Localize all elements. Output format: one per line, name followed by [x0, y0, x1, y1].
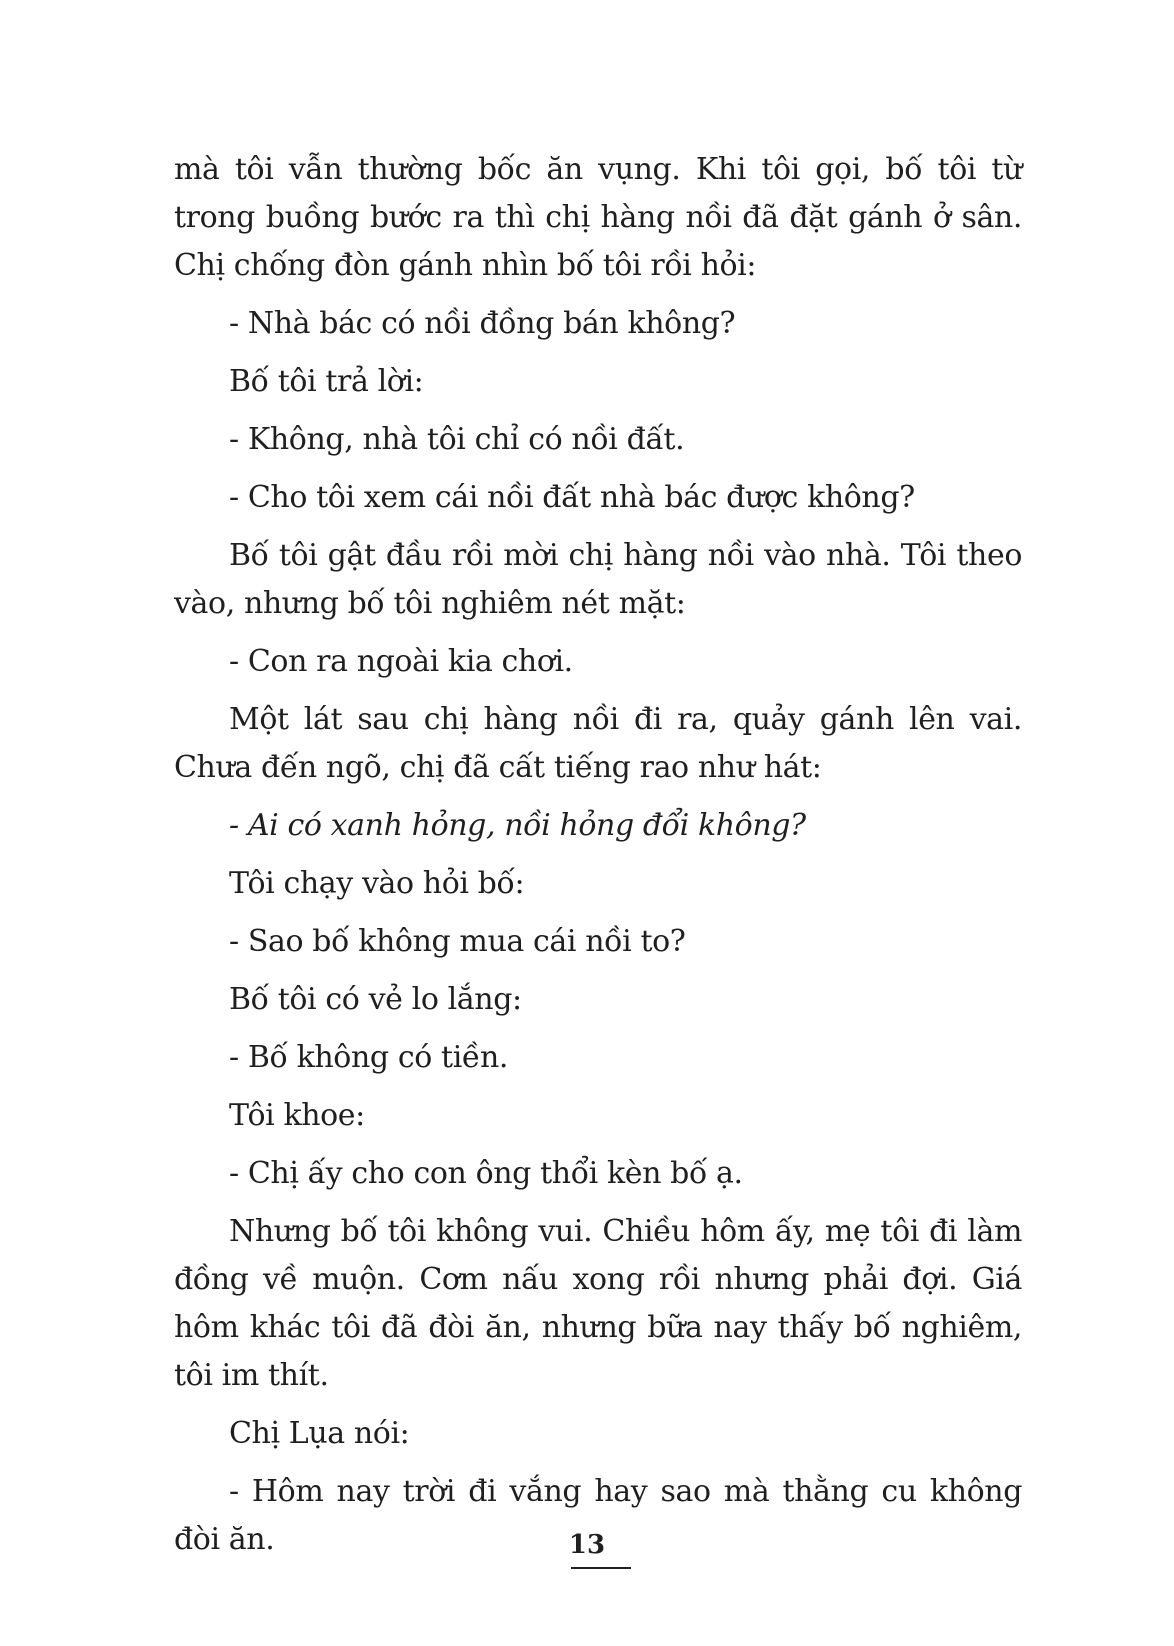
paragraph-1: mà tôi vẫn thường bốc ăn vụng. Khi tôi gọi, bố tôi từ trong buồng bước ra thì chị hàng nồi đã đặt gánh ở sân. Chị chống đòn gánh nhìn bố tôi rồi hỏi: [174, 152, 1022, 283]
paragraph-2: - Nhà bác có nồi đồng bán không? [229, 306, 736, 341]
page-number-underline [571, 1567, 631, 1569]
paragraph-6: Bố tôi gật đầu rồi mời chị hàng nồi vào nhà. Tôi theo vào, nhưng bố tôi nghiêm nét mặt: [174, 538, 1022, 621]
paragraph-11: - Sao bố không mua cái nồi to? [229, 924, 686, 959]
paragraph-17: Chị Lụa nói: [229, 1416, 410, 1451]
page-number: 13 [568, 1530, 606, 1560]
paragraph-8: Một lát sau chị hàng nồi đi ra, quảy gánh lên vai. Chưa đến ngõ, chị đã cất tiếng rao như hát: [174, 702, 1022, 785]
paragraph-18: - Hôm nay trời đi vắng hay sao mà thằng cu không đòi ăn. [174, 1474, 1022, 1557]
paragraph-3: Bố tôi trả lời: [229, 364, 424, 399]
paragraph-10: Tôi chạy vào hỏi bố: [229, 866, 525, 901]
body-text [174, 146, 1022, 1574]
paragraph-9-italic: - Ai có xanh hỏng, nồi hỏng đổi không? [229, 808, 806, 843]
paragraph-7: - Con ra ngoài kia chơi. [229, 644, 573, 679]
paragraph-4: - Không, nhà tôi chỉ có nồi đất. [229, 422, 685, 457]
paragraph-15: - Chị ấy cho con ông thổi kèn bố ạ. [229, 1156, 743, 1191]
paragraph-13: - Bố không có tiền. [229, 1040, 508, 1075]
paragraph-14: Tôi khoe: [229, 1098, 365, 1133]
paragraph-16: Nhưng bố tôi không vui. Chiều hôm ấy, mẹ tôi đi làm đồng về muộn. Cơm nấu xong rồi nhưng phải đợi. Giá hôm khác tôi đã đòi ăn, nhưng bữa nay thấy bố nghiêm, tôi im thít. [174, 1214, 1022, 1393]
paragraph-5: - Cho tôi xem cái nồi đất nhà bác được không? [229, 480, 915, 515]
paragraph-12: Bố tôi có vẻ lo lắng: [229, 982, 522, 1017]
